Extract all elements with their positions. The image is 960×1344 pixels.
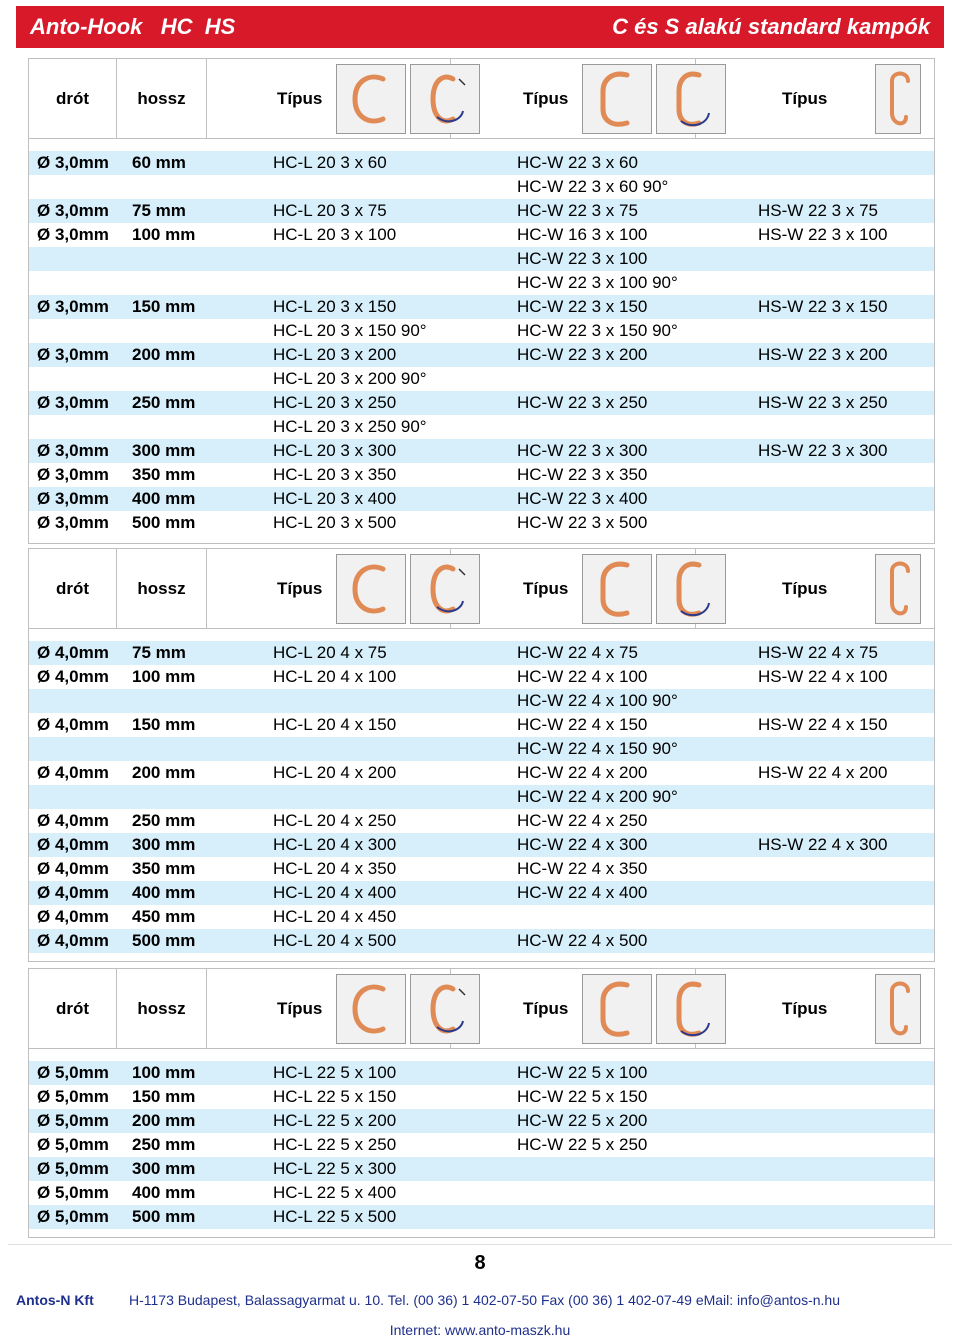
table-cell: HC-L 20 3 x 60 [273, 153, 387, 172]
c-hook-long-image [582, 554, 652, 624]
table-cell [207, 271, 451, 295]
table-cell: Ø 4,0mm [37, 859, 109, 878]
table-cell [29, 247, 117, 271]
table-cell [696, 1061, 934, 1085]
table-row [29, 905, 934, 929]
table-cell: HC-W 22 5 x 100 [517, 1063, 648, 1082]
table-cell: HC-W 22 3 x 60 [517, 153, 638, 172]
table-cell: 450 mm [132, 907, 196, 926]
table-cell: HC-L 20 4 x 200 [273, 763, 397, 782]
table-cell: 150 mm [132, 1087, 196, 1106]
col-tipus-label: Típus [277, 998, 323, 1018]
table-cell: Ø 5,0mm [37, 1087, 109, 1106]
col-hossz: hossz [117, 969, 207, 1048]
table-cell [117, 415, 207, 439]
table-cell: HC-W 22 4 x 300 [517, 835, 648, 854]
table-cell: 400 mm [132, 489, 196, 508]
table-cell: Ø 4,0mm [37, 883, 109, 902]
c-hook-image [336, 64, 406, 134]
table-cell [29, 319, 117, 343]
table-cell: 500 mm [132, 513, 196, 532]
table-cell [696, 809, 934, 833]
table-cell: 200 mm [132, 1111, 196, 1130]
table-cell: HC-W 22 3 x 300 [517, 441, 648, 460]
c-hook-image [336, 554, 406, 624]
table-cell: Ø 3,0mm [37, 345, 109, 364]
footer-contact [16, 1292, 946, 1308]
table-cell: HC-L 20 3 x 150 [273, 297, 397, 316]
table-cell: HC-L 22 5 x 400 [273, 1183, 397, 1202]
table-cell: HC-L 22 5 x 150 [273, 1087, 397, 1106]
table-cell: HC-L 20 4 x 400 [273, 883, 397, 902]
table-cell [207, 247, 451, 271]
table-row [29, 809, 934, 833]
table-cell: HC-W 22 3 x 400 [517, 489, 648, 508]
table-row [29, 439, 934, 463]
table-cell [117, 175, 207, 199]
table-row [29, 271, 934, 295]
product-table [28, 548, 935, 962]
table-cell: HC-W 22 5 x 250 [517, 1135, 648, 1154]
table-cell: HC-L 20 4 x 300 [273, 835, 397, 854]
col-hossz: hossz [117, 549, 207, 628]
table-row [29, 463, 934, 487]
table-cell: HC-L 22 5 x 500 [273, 1207, 397, 1226]
table-cell [696, 881, 934, 905]
table-cell [696, 1109, 934, 1133]
table-cell: HS-W 22 4 x 200 [758, 763, 888, 782]
table-cell [696, 857, 934, 881]
table-cell: HC-L 20 3 x 75 [273, 201, 387, 220]
s-hook-image [875, 554, 921, 624]
table-cell: HC-L 20 3 x 150 90° [273, 321, 427, 340]
table-cell [117, 271, 207, 295]
table-cell [29, 175, 117, 199]
website-link[interactable]: Internet: www.anto-maszk.hu [389, 1322, 571, 1338]
table-cell: HS-W 22 4 x 300 [758, 835, 888, 854]
table-cell: HS-W 22 3 x 75 [758, 201, 878, 220]
title-banner [16, 6, 944, 48]
table-cell: 500 mm [132, 1207, 196, 1226]
table-cell: Ø 5,0mm [37, 1135, 109, 1154]
table-cell: HC-L 20 3 x 350 [273, 465, 397, 484]
table-cell: HC-L 20 4 x 150 [273, 715, 397, 734]
table-header [29, 59, 934, 139]
table-cell: 250 mm [132, 393, 196, 412]
col-tipus-hcl [207, 59, 451, 138]
table-cell: HC-L 20 3 x 200 90° [273, 369, 427, 388]
table-cell [696, 271, 934, 295]
table-row [29, 319, 934, 343]
table-cell [696, 151, 934, 175]
table-cell: HC-W 16 3 x 100 [517, 225, 648, 244]
contact-details: H-1173 Budapest, Balassagyarmat u. 10. Tel. (00 36) 1 402-07-50 Fax (00 36) 1 402-07-49 eMail: info@antos-n.hu [129, 1292, 840, 1308]
table-cell: HS-W 22 3 x 100 [758, 225, 888, 244]
col-tipus-label: Típus [782, 88, 828, 108]
table-cell: 75 mm [132, 201, 186, 220]
table-cell [117, 689, 207, 713]
table-cell: HS-W 22 4 x 75 [758, 643, 878, 662]
table-cell: Ø 4,0mm [37, 931, 109, 950]
table-cell [696, 1181, 934, 1205]
table-cell: 150 mm [132, 297, 196, 316]
table-cell: Ø 4,0mm [37, 667, 109, 686]
table-cell [696, 415, 934, 439]
c-hook-image [336, 974, 406, 1044]
table-cell: 250 mm [132, 811, 196, 830]
table-row [29, 737, 934, 761]
table-cell: HC-W 22 5 x 150 [517, 1087, 648, 1106]
table-cell: HC-L 22 5 x 300 [273, 1159, 397, 1178]
table-cell: HC-W 22 4 x 200 [517, 763, 648, 782]
table-cell: 200 mm [132, 763, 196, 782]
table-cell: 100 mm [132, 667, 196, 686]
table-cell [696, 929, 934, 953]
table-cell: HC-W 22 3 x 150 90° [517, 321, 678, 340]
table-cell [207, 785, 451, 809]
col-tipus-label: Típus [782, 998, 828, 1018]
table-cell: HC-L 20 3 x 300 [273, 441, 397, 460]
table-row [29, 175, 934, 199]
table-cell [451, 415, 696, 439]
s-hook-image [875, 64, 921, 134]
table-cell: HC-W 22 4 x 150 90° [517, 739, 678, 758]
table-row [29, 511, 934, 535]
table-cell: Ø 4,0mm [37, 907, 109, 926]
table-cell: HS-W 22 3 x 300 [758, 441, 888, 460]
col-tipus-label: Típus [523, 88, 569, 108]
table-cell: 400 mm [132, 883, 196, 902]
table-cell [207, 175, 451, 199]
table-row [29, 665, 934, 689]
table-row [29, 343, 934, 367]
table-cell: HC-L 20 3 x 500 [273, 513, 397, 532]
table-row [29, 1085, 934, 1109]
table-cell: HC-W 22 4 x 100 90° [517, 691, 678, 710]
table-cell: HC-W 22 4 x 350 [517, 859, 648, 878]
table-cell [696, 175, 934, 199]
col-tipus-label: Típus [277, 578, 323, 598]
col-tipus-hcl [207, 549, 451, 628]
table-cell [696, 1157, 934, 1181]
table-cell [696, 1133, 934, 1157]
table-cell: HC-W 22 4 x 500 [517, 931, 648, 950]
table-cell [696, 689, 934, 713]
s-hook-image [875, 974, 921, 1044]
c-hook-long-image [582, 974, 652, 1044]
table-row [29, 1205, 934, 1229]
table-cell: 350 mm [132, 465, 196, 484]
table-row [29, 1157, 934, 1181]
table-row [29, 1181, 934, 1205]
table-cell: HS-W 22 3 x 200 [758, 345, 888, 364]
table-cell: Ø 4,0mm [37, 835, 109, 854]
col-tipus-hcw [451, 59, 696, 138]
table-cell: HC-W 22 4 x 150 [517, 715, 648, 734]
table-cell: Ø 5,0mm [37, 1111, 109, 1130]
table-row [29, 151, 934, 175]
col-drot: drót [29, 59, 117, 138]
table-cell: Ø 3,0mm [37, 153, 109, 172]
table-cell: 400 mm [132, 1183, 196, 1202]
table-cell: 200 mm [132, 345, 196, 364]
table-cell: Ø 3,0mm [37, 441, 109, 460]
table-cell: HC-L 20 3 x 250 90° [273, 417, 427, 436]
table-cell: 250 mm [132, 1135, 196, 1154]
table-cell: HC-L 20 3 x 200 [273, 345, 397, 364]
table-cell: Ø 3,0mm [37, 201, 109, 220]
table-cell [29, 271, 117, 295]
table-row [29, 391, 934, 415]
table-cell: Ø 3,0mm [37, 465, 109, 484]
brand-title: Anto-Hook HC HS [30, 14, 236, 39]
table-header [29, 549, 934, 629]
table-cell [696, 319, 934, 343]
page-subtitle: C és S alakú standard kampók [612, 14, 930, 39]
table-row [29, 1109, 934, 1133]
table-cell [451, 367, 696, 391]
table-cell: HC-L 20 3 x 400 [273, 489, 397, 508]
table-row [29, 929, 934, 953]
table-row [29, 713, 934, 737]
table-cell: HC-W 22 4 x 75 [517, 643, 638, 662]
table-cell: HS-W 22 3 x 250 [758, 393, 888, 412]
table-cell: HC-W 22 4 x 250 [517, 811, 648, 830]
table-cell: Ø 4,0mm [37, 715, 109, 734]
table-cell: HC-W 22 4 x 200 90° [517, 787, 678, 806]
footer-divider [8, 1244, 952, 1245]
table-cell: HC-W 22 5 x 200 [517, 1111, 648, 1130]
table-cell: HC-L 20 4 x 100 [273, 667, 397, 686]
col-tipus-label: Típus [277, 88, 323, 108]
product-table [28, 58, 935, 544]
table-row [29, 295, 934, 319]
table-cell [29, 415, 117, 439]
table-row [29, 367, 934, 391]
table-cell: 300 mm [132, 835, 196, 854]
table-cell: 300 mm [132, 1159, 196, 1178]
table-cell: Ø 5,0mm [37, 1207, 109, 1226]
table-cell: HC-L 20 3 x 250 [273, 393, 397, 412]
table-row [29, 1061, 934, 1085]
table-cell [451, 1205, 696, 1229]
table-cell: HC-W 22 3 x 500 [517, 513, 648, 532]
col-tipus-hcw [451, 549, 696, 628]
table-cell: HC-L 22 5 x 200 [273, 1111, 397, 1130]
table-cell [207, 737, 451, 761]
table-cell: HC-L 20 4 x 500 [273, 931, 397, 950]
table-cell: HS-W 22 4 x 150 [758, 715, 888, 734]
table-cell: HS-W 22 3 x 150 [758, 297, 888, 316]
table-cell: Ø 3,0mm [37, 297, 109, 316]
table-row [29, 1133, 934, 1157]
table-row [29, 689, 934, 713]
col-tipus-hsw [696, 549, 934, 628]
table-cell: HC-L 20 4 x 450 [273, 907, 397, 926]
table-cell [451, 1181, 696, 1205]
table-row [29, 223, 934, 247]
table-cell: HC-W 22 3 x 350 [517, 465, 648, 484]
table-cell [696, 1085, 934, 1109]
table-cell [451, 1157, 696, 1181]
table-cell: 100 mm [132, 225, 196, 244]
table-cell [29, 367, 117, 391]
table-cell: HC-L 22 5 x 250 [273, 1135, 397, 1154]
table-cell [696, 247, 934, 271]
table-cell: Ø 5,0mm [37, 1183, 109, 1202]
table-cell: Ø 4,0mm [37, 643, 109, 662]
table-row [29, 761, 934, 785]
table-cell: Ø 5,0mm [37, 1159, 109, 1178]
table-row [29, 247, 934, 271]
table-row [29, 487, 934, 511]
table-cell [451, 905, 696, 929]
table-row [29, 641, 934, 665]
col-tipus-label: Típus [523, 998, 569, 1018]
table-cell: 350 mm [132, 859, 196, 878]
table-cell: 60 mm [132, 153, 186, 172]
table-cell: Ø 3,0mm [37, 225, 109, 244]
table-cell: Ø 5,0mm [37, 1063, 109, 1082]
table-cell [696, 737, 934, 761]
table-cell: HC-L 20 4 x 350 [273, 859, 397, 878]
table-cell [29, 785, 117, 809]
table-cell [696, 367, 934, 391]
table-cell: HC-W 22 3 x 250 [517, 393, 648, 412]
table-cell: HC-L 22 5 x 100 [273, 1063, 397, 1082]
table-cell: HC-W 22 3 x 100 90° [517, 273, 678, 292]
product-table [28, 968, 935, 1238]
col-tipus-hsw [696, 59, 934, 138]
table-cell: HC-W 22 3 x 150 [517, 297, 648, 316]
table-cell: 75 mm [132, 643, 186, 662]
table-cell: HC-W 22 3 x 60 90° [517, 177, 669, 196]
table-cell: Ø 3,0mm [37, 489, 109, 508]
table-cell: Ø 3,0mm [37, 513, 109, 532]
table-row [29, 785, 934, 809]
col-tipus-label: Típus [782, 578, 828, 598]
table-cell: HC-L 20 3 x 100 [273, 225, 397, 244]
table-cell [696, 487, 934, 511]
table-cell [117, 367, 207, 391]
table-cell [696, 511, 934, 535]
table-cell: 100 mm [132, 1063, 196, 1082]
table-cell [696, 905, 934, 929]
col-tipus-hcl [207, 969, 451, 1048]
col-tipus-hsw [696, 969, 934, 1048]
table-cell: 150 mm [132, 715, 196, 734]
table-cell: HS-W 22 4 x 100 [758, 667, 888, 686]
table-cell: HC-W 22 4 x 400 [517, 883, 648, 902]
table-cell: HC-L 20 4 x 75 [273, 643, 387, 662]
table-cell [117, 247, 207, 271]
table-cell: HC-W 22 3 x 75 [517, 201, 638, 220]
col-drot: drót [29, 969, 117, 1048]
company-name: Antos-N Kft [16, 1292, 94, 1308]
table-cell [696, 463, 934, 487]
table-cell [29, 689, 117, 713]
table-cell [207, 689, 451, 713]
table-cell: Ø 4,0mm [37, 811, 109, 830]
c-hook-long-image [582, 64, 652, 134]
table-cell [117, 785, 207, 809]
col-hossz: hossz [117, 59, 207, 138]
page-number: 8 [474, 1252, 486, 1274]
table-cell: Ø 3,0mm [37, 393, 109, 412]
table-cell [29, 737, 117, 761]
table-cell: HC-W 22 4 x 100 [517, 667, 648, 686]
table-row [29, 833, 934, 857]
col-tipus-hcw [451, 969, 696, 1048]
table-cell: HC-W 22 3 x 100 [517, 249, 648, 268]
table-cell [696, 1205, 934, 1229]
table-cell [117, 737, 207, 761]
table-header [29, 969, 934, 1049]
table-row [29, 881, 934, 905]
table-row [29, 857, 934, 881]
table-cell: HC-W 22 3 x 200 [517, 345, 648, 364]
table-cell [117, 319, 207, 343]
table-row [29, 415, 934, 439]
col-tipus-label: Típus [523, 578, 569, 598]
table-cell [696, 785, 934, 809]
table-cell: 300 mm [132, 441, 196, 460]
col-drot: drót [29, 549, 117, 628]
table-cell: Ø 4,0mm [37, 763, 109, 782]
table-row [29, 199, 934, 223]
table-cell: HC-L 20 4 x 250 [273, 811, 397, 830]
table-cell: 500 mm [132, 931, 196, 950]
